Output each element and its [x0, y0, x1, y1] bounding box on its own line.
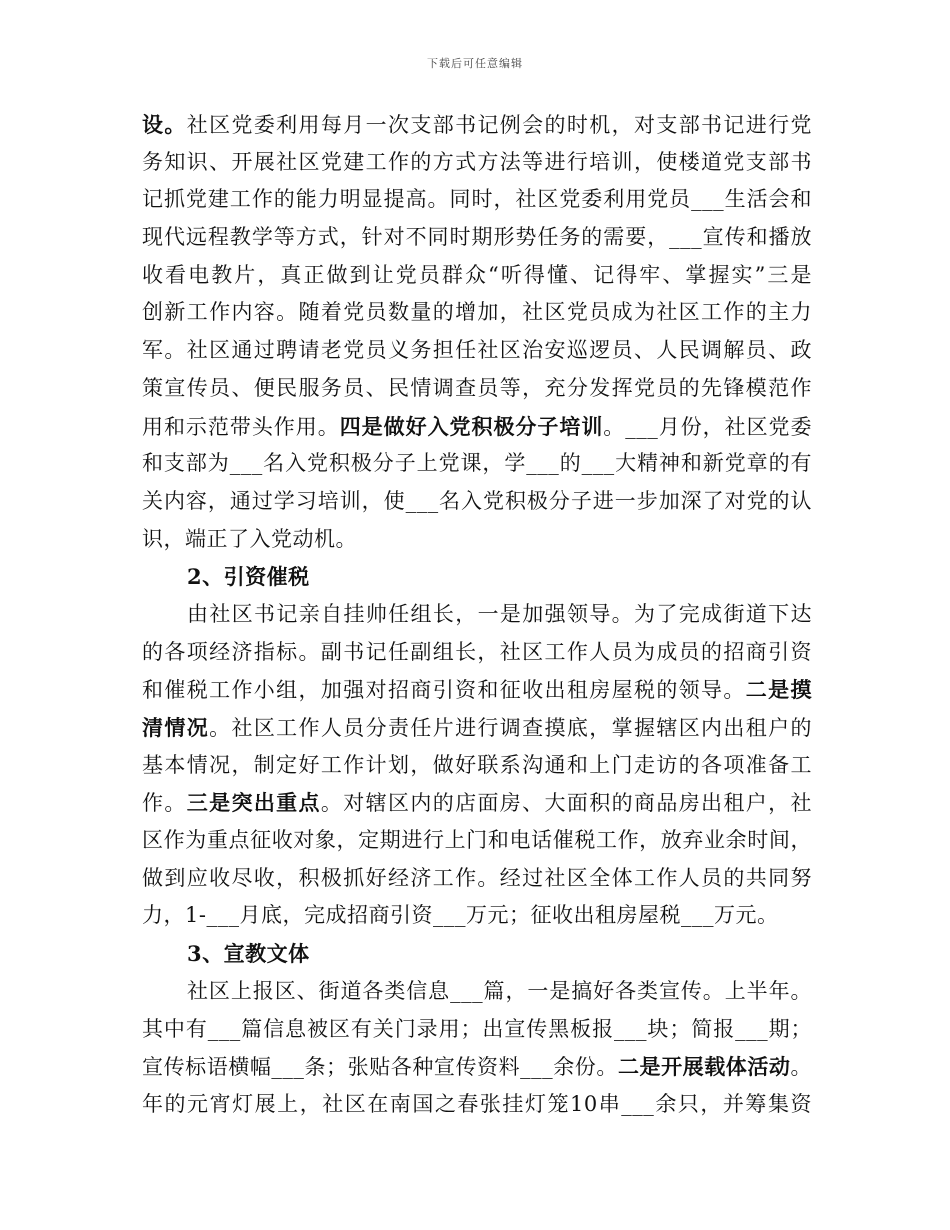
- text-segment: 识，端正了入党动机。: [142, 526, 357, 551]
- paragraph-line: [142, 106, 812, 144]
- paragraph-line: [142, 370, 812, 408]
- text-segment: 区作为重点征收对象，定期进行上门和电话催税工作，放弃业余时间，: [142, 828, 812, 853]
- text-segment: 收看电教片，真正做到让党员群众“听得懂、记得牢、掌握实”三是: [142, 262, 812, 287]
- text-segment: 宣传标语横幅___条；张贴各种宣传资料___余份。: [142, 1055, 618, 1080]
- bold-text-segment: 二是摸: [745, 677, 812, 703]
- text-segment: 用和示范带头作用。: [142, 414, 340, 439]
- paragraph-line: [142, 144, 812, 182]
- paragraph-line: [142, 709, 812, 747]
- text-segment: 。对辖区内的店面房、大面积的商品房出租户，社: [320, 791, 812, 816]
- paragraph-line: [142, 897, 812, 935]
- text-segment: 策宣传员、便民服务员、民情调查员等，充分发挥党员的先锋模范作: [142, 375, 812, 400]
- text-segment: 由社区书记亲自挂帅任组长，一是加强领导。为了完成街道下达: [187, 601, 812, 626]
- bold-text-segment: 二是开展载体活动: [617, 1054, 791, 1080]
- text-segment: 3、宣教文体: [187, 941, 310, 967]
- bold-text-segment: 清情况: [142, 715, 210, 740]
- paragraph-line: [142, 408, 812, 446]
- text-segment: 力，1-___月底，完成招商引资___万元；征收出租房屋税___万元。: [142, 903, 779, 928]
- paragraph-line: [142, 784, 812, 822]
- paragraph-line: [142, 483, 812, 521]
- paragraph-line: [142, 634, 812, 672]
- text-segment: 和催税工作小组，加强对招商引资和征收出租房屋税的领导。: [142, 678, 746, 703]
- paragraph-line: [142, 294, 812, 332]
- paragraph-line: [142, 973, 812, 1011]
- paragraph-line: [142, 671, 812, 709]
- text-segment: 基本情况，制定好工作计划，做好联系沟通和上门走访的各项准备工: [142, 752, 812, 777]
- paragraph-line: [142, 332, 812, 370]
- text-segment: 做到应收尽收，积极抓好经济工作。经过社区全体工作人员的共同努: [142, 865, 812, 890]
- text-segment: 现代远程教学等方式，针对不同时期形势任务的需要，___宣传和播放: [142, 225, 812, 250]
- text-segment: 作。: [142, 791, 187, 816]
- text-segment: 和支部为___名入党积极分子上党课，学___的___大精神和新党章的有: [142, 451, 812, 476]
- paragraph-line: [142, 1048, 812, 1086]
- bold-text-segment: 四是做好入党积极分子培训: [339, 413, 604, 439]
- paragraph-line: [142, 181, 812, 219]
- paragraph-line: [142, 596, 812, 634]
- text-segment: 军。社区通过聘请老党员义务担任社区治安巡逻员、人民调解员、政: [142, 338, 812, 363]
- paragraph-line: [142, 822, 812, 860]
- text-segment: 其中有___篇信息被区有关门录用；出宣传黑板报___块；简报___期；: [142, 1016, 812, 1041]
- text-segment: 务知识、开展社区党建工作的方式方法等进行培训，使楼道党支部书: [142, 149, 812, 174]
- text-segment: 社区党委利用每月一次支部书记例会的时机，对支部书记进行党: [186, 113, 812, 137]
- bold-text-segment: 设。: [142, 112, 187, 137]
- page-header: 下载后可任意编辑: [427, 57, 523, 70]
- paragraph-line: [142, 747, 812, 785]
- paragraph-line: [142, 1011, 812, 1049]
- bold-text-segment: 三是突出重点: [186, 790, 321, 816]
- text-segment: 。社区工作人员分责任片进行调查摸底，掌握辖区内出租户的: [209, 716, 812, 740]
- text-segment: 2、引资催税: [187, 564, 310, 590]
- text-segment: 记抓党建工作的能力明显提高。同时，社区党委利用党员___生活会和: [142, 187, 812, 212]
- paragraph-line: [142, 257, 812, 295]
- text-segment: 关内容，通过学习培训，使___名入党积极分子进一步加深了对党的认: [142, 488, 812, 513]
- paragraph-line: [142, 521, 812, 559]
- text-segment: 。___月份，社区党委: [603, 414, 812, 439]
- text-segment: 年的元宵灯展上，社区在南国之春张挂灯笼10串___余只，并筹集资: [142, 1091, 812, 1116]
- section-heading: [142, 558, 812, 596]
- paragraph-line: [142, 1086, 812, 1124]
- paragraph-line: [142, 445, 812, 483]
- text-segment: 社区上报区、街道各类信息___篇，一是搞好各类宣传。上半年。: [187, 978, 812, 1003]
- section-heading: [142, 935, 812, 973]
- paragraph-line: [142, 219, 812, 257]
- paragraph-line: [142, 860, 812, 898]
- text-segment: 。: [790, 1055, 812, 1080]
- text-segment: 创新工作内容。随着党员数量的增加，社区党员成为社区工作的主力: [142, 300, 812, 325]
- document-body: [142, 106, 812, 1124]
- text-segment: 的各项经济指标。副书记任副组长，社区工作人员为成员的招商引资: [142, 639, 812, 664]
